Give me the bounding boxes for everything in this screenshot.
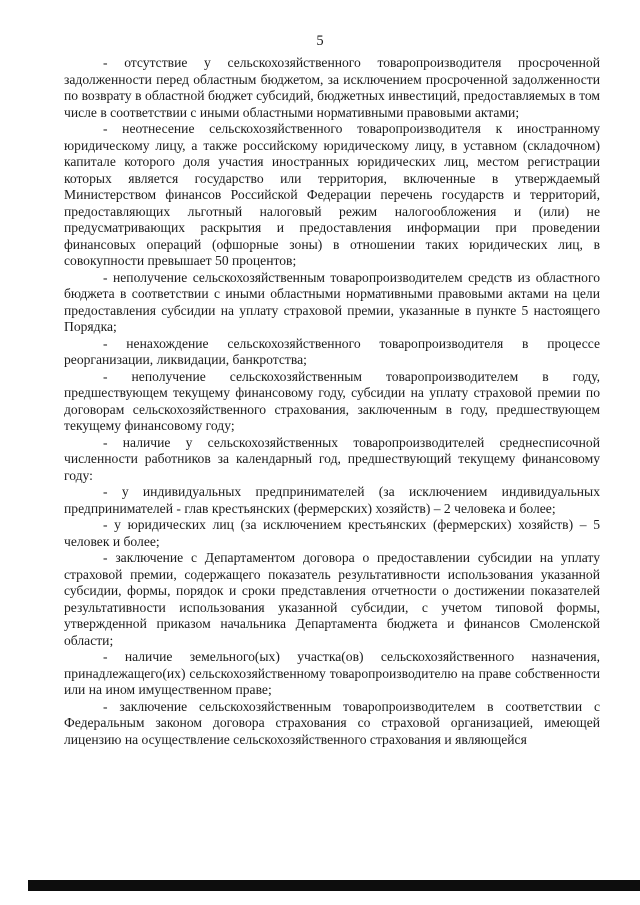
page-number: 5 bbox=[316, 33, 324, 49]
paragraph-no-other-funds: - неполучение сельскохозяйственным товаропроизводителем средств из областного бюджета в соответствии с иными областными нормативными правовыми актами на цели предоставления субсидии на уплату страховой премии, указанные в пункте 5 настоящего Порядка; bbox=[64, 269, 600, 334]
scan-bottom-edge-bar bbox=[28, 880, 640, 891]
paragraph-no-previous-subsidy: - неполучение сельскохозяйственным товаропроизводителем в году, предшествующем текущему финансовому году, субсидии на уплату страховой премии по договорам сельскохозяйственного страхования, заключенным в году, предшествующем текущему финансовому году; bbox=[64, 368, 600, 433]
paragraph-headcount-requirement: - наличие у сельскохозяйственных товаропроизводителей среднесписочной численности работников за календарный год, предшествующий текущему финансовому году: bbox=[64, 434, 600, 483]
paragraph-subsidy-agreement: - заключение с Департаментом договора о предоставлении субсидии на уплату страховой премии, содержащего показатель результативности использования указанной субсидии, формы, порядок и сроки представления отчетности о достижении показателей результативности использования указанной субсидии, с учетом типовой формы, утвержденной приказом начальника Департамента бюджета и финансов Смоленской области; bbox=[64, 550, 600, 648]
paragraph-headcount-individual: - у индивидуальных предпринимателей (за исключением индивидуальных предпринимателей - глав крестьянских (фермерских) хозяйств) – 2 человека и более; bbox=[64, 484, 600, 516]
paragraph-no-reorganization: - ненахождение сельскохозяйственного товаропроизводителя в процессе реорганизации, ликвидации, банкротства; bbox=[64, 335, 600, 367]
paragraph-not-foreign-entity: - неотнесение сельскохозяйственного товаропроизводителя к иностранному юридическому лицу, а также российскому юридическому лицу, в уставном (складочном) капитале которого доля участия иностранных юридических лиц, местом регистрации которых является государство или территория, включенные в утверждаемый Министерством финансов Российской Федерации перечень государств и территорий, предоставляющих льготный налоговый режим налогообложения и (или) не предусматривающих раскрытия и предоставления информации при проведении финансовых операций (офшорные зоны) в отношении таких юридических лиц, в совокупности превышает 50 процентов; bbox=[64, 121, 600, 268]
paragraph-insurance-contract: - заключение сельскохозяйственным товаропроизводителем в соответствии с Федеральным законом договора страхования со страховой организацией, имеющей лицензию на осуществление сельскохозяйственного страхования и являющейся bbox=[64, 698, 600, 747]
paragraph-no-overdue-debt: - отсутствие у сельскохозяйственного товаропроизводителя просроченной задолженности перед областным бюджетом, за исключением просроченной задолженности по возврату в областной бюджет субсидий, бюджетных инвестиций, предоставляемых в том числе в соответствии с иными областными нормативными правовыми актами; bbox=[64, 55, 600, 120]
document-body bbox=[64, 55, 600, 748]
paragraph-land-ownership: - наличие земельного(ых) участка(ов) сельскохозяйственного назначения, принадлежащего(их) сельскохозяйственному товаропроизводителю на праве собственности или на ином имущественном праве; bbox=[64, 649, 600, 697]
paragraph-headcount-legal: - у юридических лиц (за исключением крестьянских (фермерских) хозяйств) – 5 человек и более; bbox=[64, 517, 600, 549]
